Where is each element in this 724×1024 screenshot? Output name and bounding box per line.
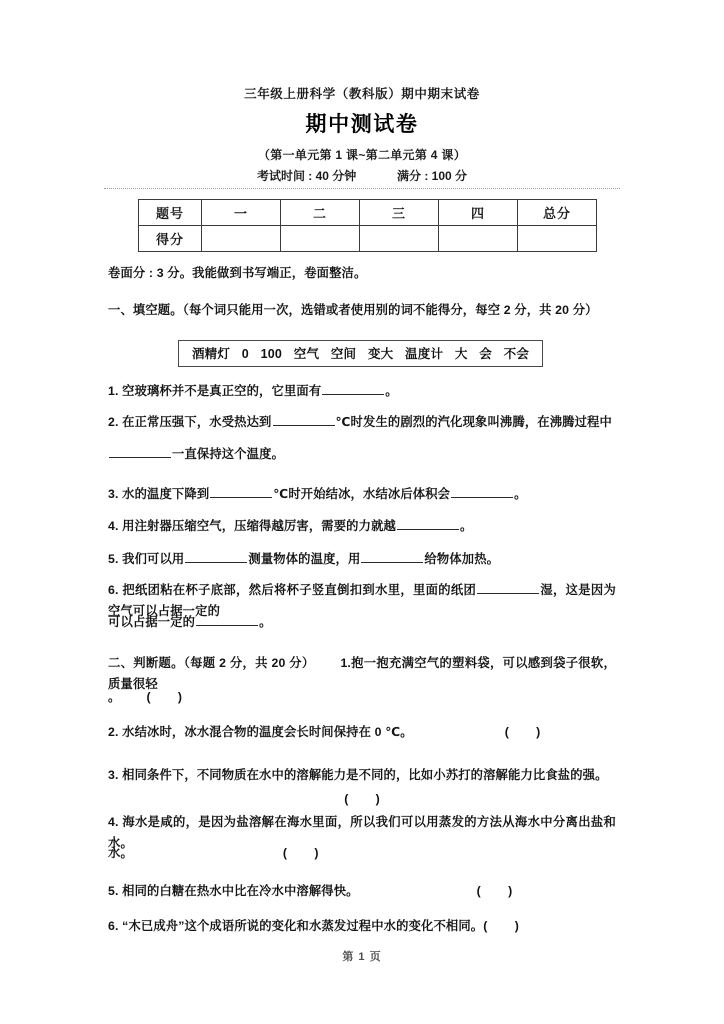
judge-q2-answer-box[interactable]: ( ) xyxy=(504,725,541,739)
fill-q3-number: 3. xyxy=(108,487,119,501)
judge-question-3-answer-line xyxy=(108,789,616,810)
judge-q5-number: 5. xyxy=(108,884,119,898)
fill-q4-text-b: 。 xyxy=(459,519,473,533)
table-row-header xyxy=(139,200,597,226)
section-two-heading: 二、判断题。（每题 2 分，共 20 分） xyxy=(108,656,315,670)
column-header-4: 四 xyxy=(439,200,518,226)
fill-q1-number: 1. xyxy=(108,384,119,398)
score-cell-4[interactable] xyxy=(439,226,518,252)
fill-q6-text-c-lead: 可以占据一定的 xyxy=(108,615,196,629)
fill-q6-blank-1[interactable] xyxy=(477,582,539,594)
judge-q5-answer-box[interactable]: ( ) xyxy=(476,884,513,898)
judge-q2-text: 水结冰时，冰水混合物的温度会长时间保持在 0 ℃。 xyxy=(122,725,413,739)
subject-line: 三年级上册科学（教科版）期中期末试卷 xyxy=(244,87,480,101)
fill-q6-blank-2[interactable] xyxy=(196,614,258,626)
fill-q1-text-a: 空玻璃杯并不是真正空的，它里面有 xyxy=(122,384,322,398)
fill-q2-text-b: ℃时发生的剧烈的汽化现象叫沸腾，在沸腾过程中 xyxy=(335,415,612,429)
word-bank-item-7: 温度计 xyxy=(405,347,444,361)
judge-question-3 xyxy=(108,765,616,786)
judge-q5-text: 相同的白糖在热水中比在冷水中溶解得快。 xyxy=(122,884,359,898)
fill-question-3 xyxy=(108,484,616,505)
fill-q4-text-a: 用注射器压缩空气，压缩得越厉害，需要的力就越 xyxy=(122,519,396,533)
judge-q4-answer-box[interactable]: ( ) xyxy=(282,846,319,860)
exam-time-label: 考试时间 : 40 分钟 xyxy=(256,169,357,183)
fill-q4-number: 4. xyxy=(108,519,119,533)
fill-question-1 xyxy=(108,381,616,402)
row-label-question-number: 题号 xyxy=(139,200,202,226)
fill-q2-blank-2[interactable] xyxy=(109,446,171,458)
judge-q4-text: 海水是咸的，是因为盐溶解在海水里面，所以我们可以用蒸发的方法从海水中分离出盐和水。 xyxy=(108,815,616,850)
page-title: 期中测试卷 xyxy=(305,113,419,136)
fill-q5-text-b: 测量物体的温度，用 xyxy=(248,552,361,566)
fill-q2-text-c: 一直保持这个温度。 xyxy=(172,447,285,461)
table-row-score xyxy=(139,226,597,252)
judge-question-1-cont xyxy=(108,687,616,708)
exam-meta-line xyxy=(0,167,724,184)
fill-q1-blank-1[interactable] xyxy=(322,383,384,395)
fill-q3-text-c: 。 xyxy=(514,487,527,501)
judge-q6-answer-box[interactable]: ( ) xyxy=(483,919,519,933)
column-header-2: 二 xyxy=(281,200,360,226)
judge-q3-number: 3. xyxy=(108,768,119,782)
judge-q4-number: 4. xyxy=(108,815,119,829)
word-bank-item-1: 酒精灯 xyxy=(191,347,231,361)
score-cell-2[interactable] xyxy=(281,226,360,252)
score-table xyxy=(138,199,597,252)
fill-q4-blank-1[interactable] xyxy=(397,518,459,530)
dotted-divider xyxy=(104,188,620,189)
judge-q1-number: 1. xyxy=(340,656,351,670)
word-bank-box xyxy=(178,340,543,367)
judge-q3-answer-box[interactable]: ( ) xyxy=(344,792,380,806)
section-one-heading: 一、填空题。（每个词只能用一次，选错或者使用别的词不能得分，每空 2 分，共 20 分） xyxy=(108,303,598,317)
fill-q3-blank-1[interactable] xyxy=(210,486,272,498)
fill-q6-number: 6. xyxy=(108,583,119,597)
column-header-total: 总分 xyxy=(518,200,597,226)
neatness-note: 卷面分 : 3 分。我能做到书写端正，卷面整洁。 xyxy=(108,266,367,280)
fill-q5-text-c: 给物体加热。 xyxy=(424,552,500,566)
full-score-label: 满分 : 100 分 xyxy=(397,169,468,183)
row-label-score: 得分 xyxy=(139,226,202,252)
word-bank-item-10: 不会 xyxy=(503,347,530,361)
word-bank-item-6: 变大 xyxy=(367,347,394,361)
fill-q2-text-a: 在正常压强下，水受热达到 xyxy=(122,415,272,429)
fill-q3-text-a: 水的温度下降到 xyxy=(122,487,210,501)
word-bank-item-8: 大 xyxy=(454,347,468,361)
word-bank-item-2: 0 xyxy=(241,347,249,361)
column-header-3: 三 xyxy=(360,200,439,226)
column-header-1: 一 xyxy=(202,200,281,226)
judge-question-5 xyxy=(108,881,616,902)
fill-question-2 xyxy=(108,412,616,433)
fill-question-2-cont xyxy=(108,444,616,465)
judge-q1-tail: 。 xyxy=(108,690,121,704)
judge-q6-number: 6. xyxy=(108,919,119,933)
judge-question-2 xyxy=(108,722,616,743)
score-cell-total[interactable] xyxy=(518,226,597,252)
word-bank-item-9: 会 xyxy=(479,347,492,361)
fill-q2-blank-1[interactable] xyxy=(273,414,335,426)
unit-range-label: （第一单元第 1 课~第二单元第 4 课） xyxy=(258,148,466,162)
judge-question-4-cont xyxy=(108,843,616,864)
judge-q6-text: “木已成舟”这个成语所说的变化和水蒸发过程中水的变化不相同。 xyxy=(122,919,484,933)
word-bank-item-3: 100 xyxy=(260,347,283,361)
fill-q5-blank-2[interactable] xyxy=(361,551,423,563)
fill-q6-text-c: 。 xyxy=(259,615,272,629)
judge-q2-number: 2. xyxy=(108,725,119,739)
fill-q1-text-b: 。 xyxy=(385,384,398,398)
judge-q1-answer-box[interactable]: ( ) xyxy=(146,690,182,704)
fill-q6-text-a: 把纸团粘在杯子底部，然后将杯子竖直倒扣到水里，里面的纸团 xyxy=(122,583,477,597)
fill-q2-number: 2. xyxy=(108,415,119,429)
fill-q3-blank-2[interactable] xyxy=(451,486,513,498)
fill-q5-text-a: 我们可以用 xyxy=(122,552,185,566)
judge-q1-text: 抱一抱充满空气的塑料袋，可以感到袋子很软，质量很轻 xyxy=(108,656,616,691)
word-bank-item-4: 空气 xyxy=(293,347,320,361)
judge-q3-text: 相同条件下，不同物质在水中的溶解能力是不同的，比如小苏打的溶解能力比食盐的强。 xyxy=(122,768,608,782)
fill-question-4 xyxy=(108,516,616,537)
fill-question-6-cont xyxy=(108,612,616,633)
fill-q3-text-b: ℃时开始结冰，水结冰后体积会 xyxy=(273,487,451,501)
page-footer: 第 1 页 xyxy=(342,951,382,963)
score-cell-3[interactable] xyxy=(360,226,439,252)
fill-q5-number: 5. xyxy=(108,552,119,566)
judge-q4-tail: 水。 xyxy=(108,846,133,860)
word-bank-item-5: 空间 xyxy=(330,347,357,361)
fill-q5-blank-1[interactable] xyxy=(185,551,247,563)
judge-question-6 xyxy=(108,916,616,937)
fill-question-5 xyxy=(108,549,616,570)
score-cell-1[interactable] xyxy=(202,226,281,252)
fill-q6-text-b: 湿，这是因为空气可以占据一定的 xyxy=(108,583,616,618)
